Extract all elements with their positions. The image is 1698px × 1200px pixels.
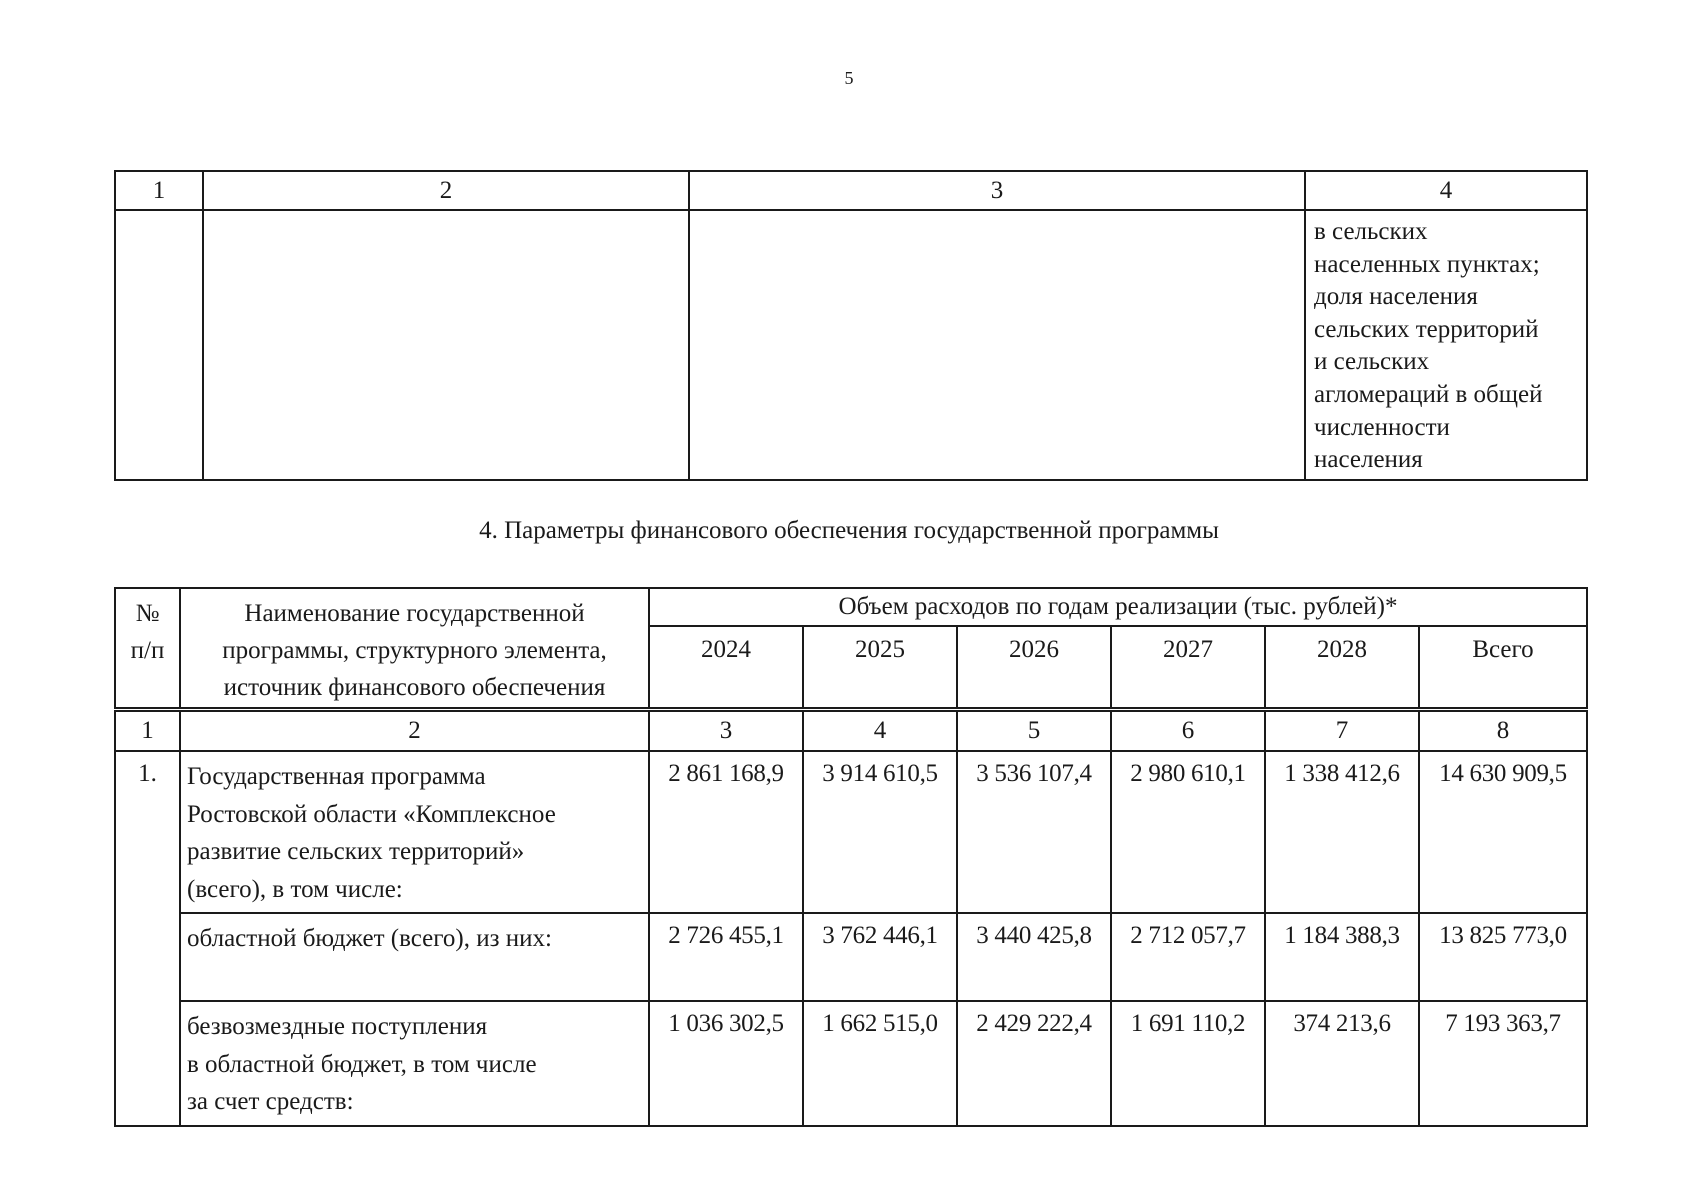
- text-line: в областной бюджет, в том числе: [187, 1050, 537, 1078]
- table-row: [115, 751, 1587, 913]
- text-line: сельских территорий: [1314, 315, 1539, 343]
- header-line: программы, структурного элемента,: [222, 637, 607, 664]
- column-header: 2: [203, 171, 689, 210]
- name-header: [180, 588, 649, 710]
- indicator-text-cell: [1305, 210, 1587, 480]
- value-cell: 3 440 425,8: [957, 913, 1111, 1001]
- text-line: безвозмездные поступления: [187, 1013, 488, 1040]
- column-number: 4: [803, 710, 957, 752]
- year-header: 2027: [1111, 626, 1265, 710]
- page-number: 5: [844, 68, 854, 88]
- column-number: 8: [1419, 710, 1587, 752]
- value-cell: 3 536 107,4: [957, 751, 1111, 913]
- financing-table: [114, 587, 1588, 1127]
- header-line: п/п: [130, 637, 165, 664]
- row-name: [180, 751, 649, 913]
- value-cell: 14 630 909,5: [1419, 751, 1587, 913]
- text-line: Ростовской области «Комплексное: [187, 800, 556, 828]
- header-line: №: [135, 600, 160, 627]
- number-header: [115, 588, 180, 710]
- total-header: Всего: [1419, 626, 1587, 710]
- volume-header: Объем расходов по годам реализации (тыс. рублей)*: [649, 588, 1587, 626]
- column-number: 6: [1111, 710, 1265, 752]
- value-cell: 1 662 515,0: [803, 1001, 957, 1126]
- section-title: 4. Параметры финансового обеспечения государственной программы: [479, 517, 1219, 544]
- column-header: 3: [689, 171, 1305, 210]
- value-cell: 1 036 302,5: [649, 1001, 803, 1126]
- text-line: Государственная программа: [187, 763, 486, 790]
- value-cell: 7 193 363,7: [1419, 1001, 1587, 1126]
- column-header: 1: [115, 171, 203, 210]
- year-header: 2024: [649, 626, 803, 710]
- header-line: Наименование государственной: [244, 600, 585, 627]
- value-cell: 3 914 610,5: [803, 751, 957, 913]
- table-cell: [203, 210, 689, 480]
- column-header: 4: [1305, 171, 1587, 210]
- year-header: 2028: [1265, 626, 1419, 710]
- text-line: агломераций в общей: [1314, 380, 1543, 408]
- column-number: 3: [649, 710, 803, 752]
- table-cell: [115, 210, 203, 480]
- text-line: за счет средств:: [187, 1088, 354, 1115]
- header-line: источник финансового обеспечения: [223, 674, 606, 701]
- table-row: [115, 1001, 1587, 1126]
- text-line: доля населения: [1314, 283, 1478, 311]
- value-cell: 2 429 222,4: [957, 1001, 1111, 1126]
- text-line: развитие сельских территорий»: [187, 838, 525, 865]
- column-number: 2: [180, 710, 649, 752]
- value-cell: 13 825 773,0: [1419, 913, 1587, 1001]
- text-line: и сельских: [1314, 348, 1430, 376]
- continuation-table: [114, 170, 1588, 481]
- value-cell: 1 691 110,2: [1111, 1001, 1265, 1126]
- column-number: 1: [115, 710, 180, 752]
- text-line: областной бюджет (всего), из них:: [187, 925, 552, 952]
- text-line: в сельских: [1314, 218, 1428, 245]
- text-line: (всего), в том числе:: [187, 875, 403, 903]
- text-line: населения: [1314, 446, 1423, 474]
- value-cell: 2 726 455,1: [649, 913, 803, 1001]
- value-cell: 2 712 057,7: [1111, 913, 1265, 1001]
- year-header: 2026: [957, 626, 1111, 710]
- text-line: численности: [1314, 413, 1450, 441]
- column-number-row: [115, 710, 1587, 752]
- value-cell: 2 861 168,9: [649, 751, 803, 913]
- table-row: [115, 210, 1587, 480]
- financing-table-header: [115, 588, 1587, 626]
- value-cell: 374 213,6: [1265, 1001, 1419, 1126]
- value-cell: 2 980 610,1: [1111, 751, 1265, 913]
- column-number: 7: [1265, 710, 1419, 752]
- row-name: [180, 913, 649, 1001]
- row-name: [180, 1001, 649, 1126]
- text-line: населенных пунктах;: [1314, 250, 1540, 278]
- table-row: [115, 913, 1587, 1001]
- year-header: 2025: [803, 626, 957, 710]
- table-cell: [689, 210, 1305, 480]
- value-cell: 1 184 388,3: [1265, 913, 1419, 1001]
- column-number: 5: [957, 710, 1111, 752]
- value-cell: 3 762 446,1: [803, 913, 957, 1001]
- value-cell: 1 338 412,6: [1265, 751, 1419, 913]
- continuation-table-header: [115, 171, 1587, 210]
- row-index: 1.: [115, 751, 180, 1126]
